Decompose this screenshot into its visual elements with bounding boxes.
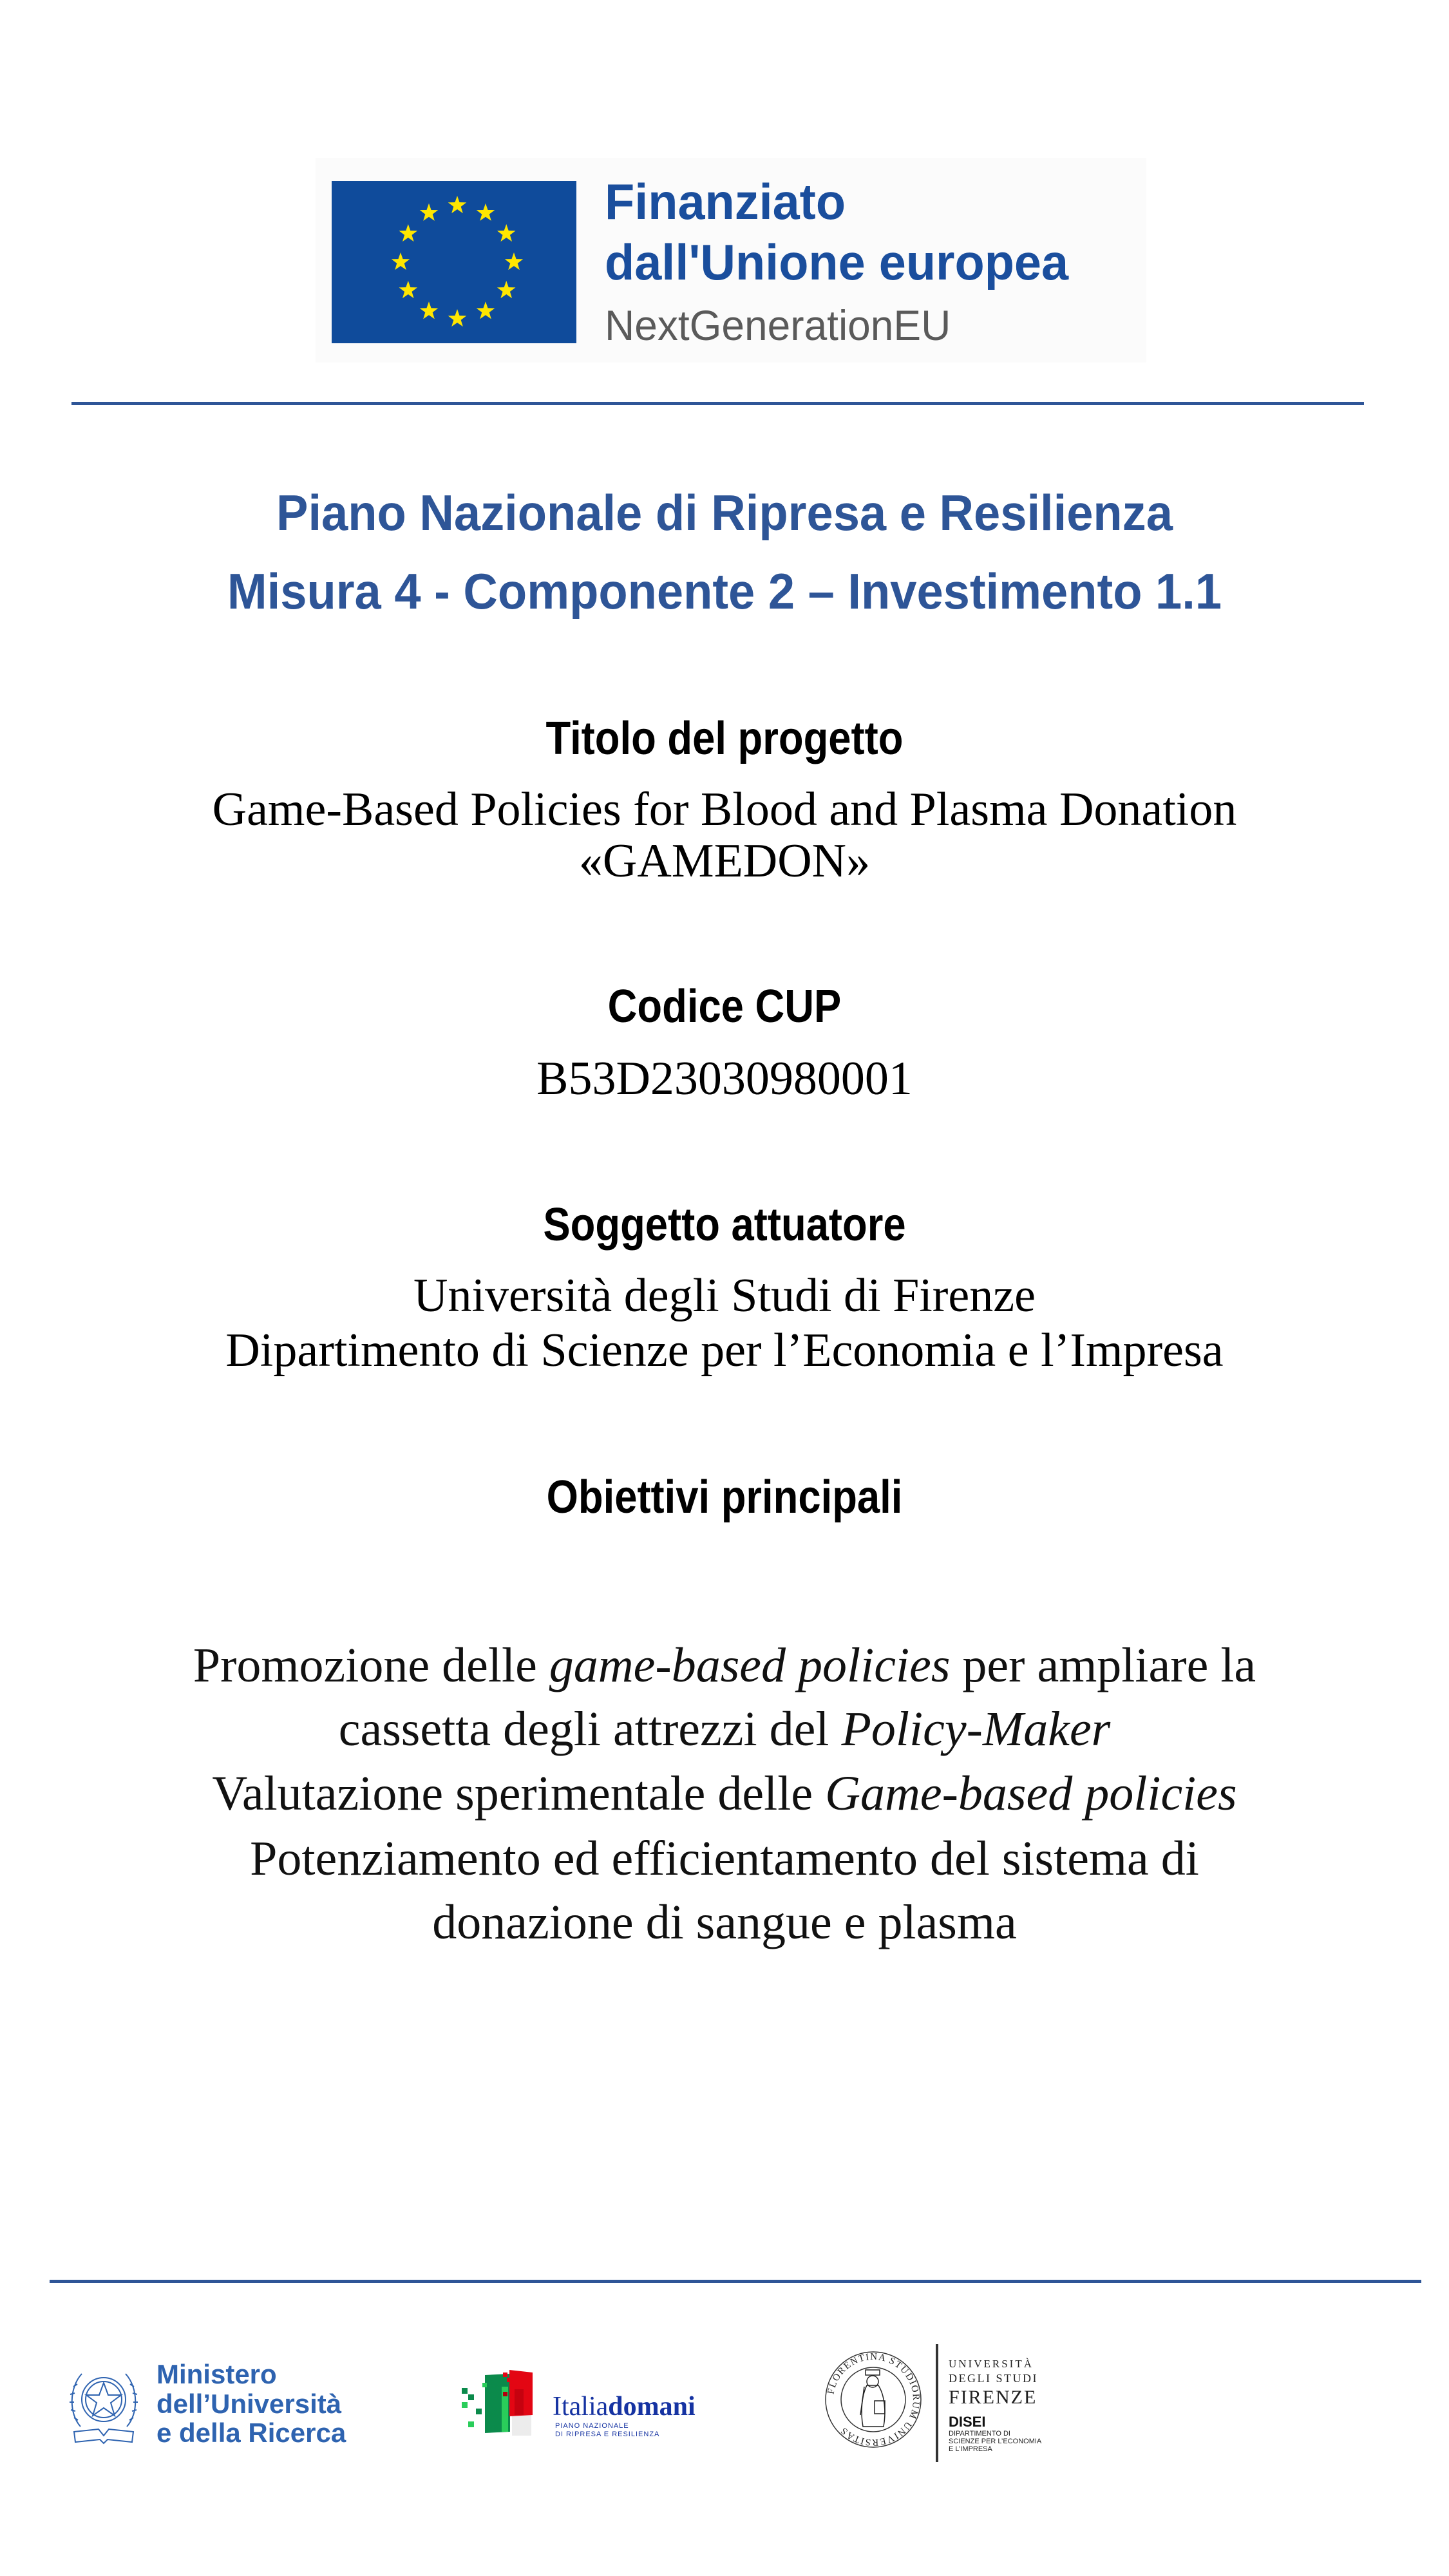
unifi-name-line-1: UNIVERSITÀ <box>949 2358 1034 2370</box>
objective-line <box>0 1895 1449 1949</box>
project-title-line-2: «GAMEDON» <box>578 835 871 887</box>
objective-text: cassetta degli attrezzi del <box>338 1702 842 1756</box>
header-divider <box>71 402 1364 405</box>
implementer-heading: Soggetto attuatore <box>543 1199 906 1251</box>
eu-flag-icon <box>332 181 576 343</box>
ministry-name-line-3: e della Ricerca <box>156 2418 346 2448</box>
unifi-seal-icon <box>824 2351 922 2448</box>
italiadomani-subtitle-line-1: PIANO NAZIONALE <box>555 2422 629 2430</box>
italiadomani-wordmark-a: Italia <box>553 2392 609 2421</box>
italiadomani-wordmark-b: domani <box>608 2392 696 2421</box>
italian-republic-emblem-icon <box>68 2362 140 2446</box>
unifi-name-line-2: DEGLI STUDI <box>949 2372 1038 2385</box>
disei-name-line-2: SCIENZE PER L’ECONOMIA <box>949 2438 1042 2445</box>
objective-line <box>0 1638 1449 1692</box>
objective-emphasis: Game-based policies <box>825 1766 1237 1821</box>
objectives-heading: Obiettivi principali <box>546 1472 903 1523</box>
objective-text: Potenziamento ed efficientamento del sistema di <box>250 1832 1199 1886</box>
italiadomani-subtitle-line-2: DI RIPRESA E RESILIENZA <box>555 2430 660 2438</box>
unifi-seal-text: FLORENTINA STUDIORUM UNIVERSITAS <box>826 2351 922 2448</box>
objective-text: donazione di sangue e plasma <box>432 1895 1017 1949</box>
project-title-line-1: Game-Based Policies for Blood and Plasma Donation <box>212 783 1237 836</box>
italiadomani-wordmark <box>553 2393 696 2420</box>
implementer-line-2: Dipartimento di Scienze per l’Economia e l’Impresa <box>225 1324 1224 1377</box>
footer-divider <box>50 2280 1421 2283</box>
cup-value: B53D23030980001 <box>536 1052 913 1105</box>
cup-heading: Codice CUP <box>607 981 842 1032</box>
implementer-line-1: Università degli Studi di Firenze <box>413 1269 1036 1322</box>
programme-title-line-2: Misura 4 - Componente 2 – Investimento 1.1 <box>227 563 1222 620</box>
project-title-heading: Titolo del progetto <box>545 713 904 764</box>
programme-title-line-1: Piano Nazionale di Ripresa e Resilienza <box>276 484 1173 541</box>
disei-name-line-3: E L’IMPRESA <box>949 2445 992 2453</box>
ministry-name-line-2: dell’Università <box>156 2389 342 2419</box>
objective-text: per ampliare la <box>950 1638 1256 1692</box>
objective-line <box>0 1702 1449 1756</box>
disei-name-line-1: DIPARTIMENTO DI <box>949 2430 1010 2438</box>
objective-text: Valutazione sperimentale delle <box>212 1766 826 1821</box>
disei-acronym: DISEI <box>949 2414 986 2430</box>
eu-logo-line-1: Finanziato <box>605 173 846 230</box>
svg-text:FLORENTINA STUDIORUM UNIVERSIT <box>826 2352 922 2447</box>
objective-text: Promozione delle <box>193 1638 549 1692</box>
italian-flag-icon <box>462 2369 544 2441</box>
objective-emphasis: Policy-Maker <box>841 1702 1111 1756</box>
objective-line <box>0 1766 1449 1821</box>
objective-emphasis: game-based policies <box>549 1638 951 1692</box>
objective-line <box>0 1832 1449 1886</box>
eu-logo-line-2: dall'Unione europea <box>605 234 1069 290</box>
unifi-divider <box>936 2344 938 2462</box>
eu-logo-line-3: NextGenerationEU <box>605 301 951 349</box>
unifi-name-line-3: FIRENZE <box>949 2387 1037 2408</box>
ministry-name-line-1: Ministero <box>156 2359 277 2389</box>
